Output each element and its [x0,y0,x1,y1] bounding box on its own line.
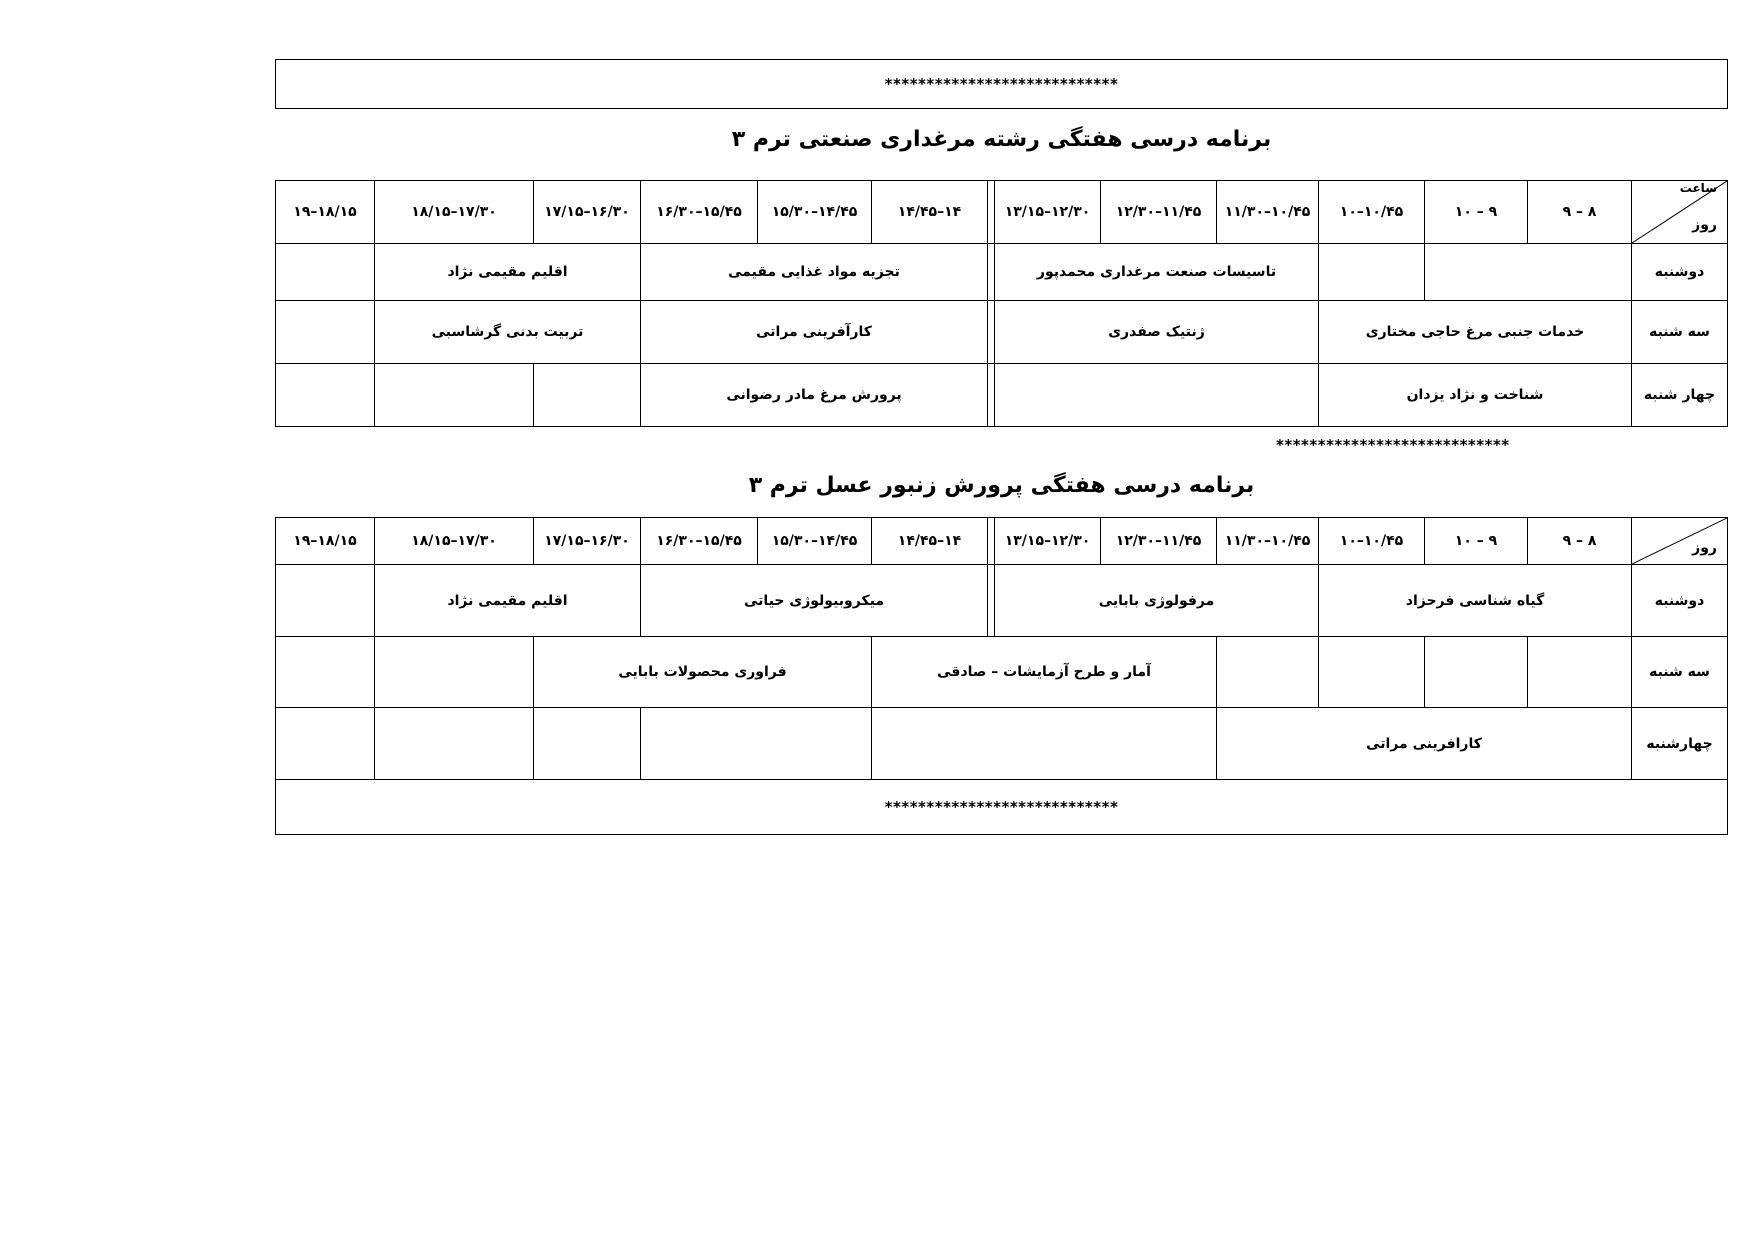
schedule-cell: اقلیم مقیمی نژاد [375,565,641,637]
table1-schedule [275,180,1728,427]
day-label: چهار شنبه [1632,364,1728,427]
bottom-stars: **************************** [884,798,1119,816]
table1-corner-cell [1632,181,1728,244]
schedule-cell [534,364,641,427]
schedule-cell [276,364,375,427]
middle-stars: **************************** [1276,436,1510,454]
schedule-cell [872,708,1217,780]
schedule-cell: تاسیسات صنعت مرغداری محمدپور [995,244,1319,301]
table2-time-header: ۱۵/۴۵–۱۶/۳۰ [641,518,758,565]
table1-time-header: ۱۴–۱۴/۴۵ [872,181,988,244]
schedule-cell: شناخت و نژاد یزدان [1319,364,1632,427]
table-row [276,301,1728,364]
schedule-cell: پرورش مرغ مادر رضوانی [641,364,988,427]
schedule-cell: تربیت بدنی گرشاسبی [375,301,641,364]
bottom-star-box [275,779,1728,835]
table2-time-header: ۱۴–۱۴/۴۵ [872,518,988,565]
schedule-cell [375,708,534,780]
schedule-cell [995,364,1319,427]
schedule-cell: میکروبیولوژی حیاتی [641,565,988,637]
table1-time-header: ۱۱/۴۵–۱۲/۳۰ [1101,181,1217,244]
table-row [276,565,1728,637]
table1-time-header: ۱۰/۴۵–۱۰ [1319,181,1425,244]
table1-title: برنامه درسی هفتگی رشته مرغداری صنعتی ترم ۳ [731,127,1272,152]
day-label: سه شنبه [1632,301,1728,364]
table2-corner-cell [1632,518,1728,565]
schedule-cell [1319,637,1425,708]
schedule-cell [375,637,534,708]
table1-time-header: ۱۵/۴۵–۱۶/۳۰ [641,181,758,244]
table1-time-header: ۱۷/۳۰–۱۸/۱۵ [375,181,534,244]
day-label: دوشنبه [1632,565,1728,637]
table2-time-header: ۱۰/۴۵–۱۰ [1319,518,1425,565]
gap-cell [988,244,995,301]
table1-time-header: ۱۰/۴۵–۱۱/۳۰ [1217,181,1319,244]
schedule-cell: خدمات جنبی مرغ حاجی مختاری [1319,301,1632,364]
schedule-cell [276,565,375,637]
schedule-cell: آمار و طرح آزمایشات – صادقی [872,637,1217,708]
table1-time-header: ۱۴/۴۵–۱۵/۳۰ [758,181,872,244]
table2-gap-column [988,518,995,565]
table2-time-header: ۱۴/۴۵–۱۵/۳۰ [758,518,872,565]
table1-gap-column [988,181,995,244]
schedule-cell [1425,637,1528,708]
schedule-cell [1217,637,1319,708]
schedule-cell [534,708,641,780]
schedule-cell [641,708,872,780]
schedule-cell: ژنتیک صفدری [995,301,1319,364]
gap-cell [988,565,995,637]
schedule-cell: مرفولوژی بابایی [995,565,1319,637]
table1-time-header: ۸ – ۹ [1528,181,1632,244]
schedule-cell [375,364,534,427]
table2-time-header: ۱۷/۳۰–۱۸/۱۵ [375,518,534,565]
schedule-cell [1528,637,1632,708]
table2-schedule [275,517,1728,780]
schedule-cell [1319,244,1425,301]
schedule-cell: کارافرینی مراتی [1217,708,1632,780]
schedule-cell: کارآفرینی مراتی [641,301,988,364]
table2-time-header: ۱۶/۳۰–۱۷/۱۵ [534,518,641,565]
table-row [276,364,1728,427]
table2-title: برنامه درسی هفتگی پرورش زنبور عسل ترم ۳ [748,473,1255,498]
schedule-cell [276,637,375,708]
schedule-cell: گیاه شناسی فرحزاد [1319,565,1632,637]
schedule-cell: تجزیه مواد غذایی مقیمی [641,244,988,301]
schedule-cell: اقلیم مقیمی نژاد [375,244,641,301]
top-star-box [275,59,1728,109]
schedule-cell [1425,244,1632,301]
gap-cell [988,301,995,364]
table2-time-header: ۸ – ۹ [1528,518,1632,565]
schedule-cell [276,301,375,364]
table1-time-header: ۹ – ۱۰ [1425,181,1528,244]
table1-time-header: ۱۲/۳۰–۱۳/۱۵ [995,181,1101,244]
schedule-cell [276,708,375,780]
schedule-cell [276,244,375,301]
table1-time-header: ۱۶/۳۰–۱۷/۱۵ [534,181,641,244]
table2-corner-bottom: روز [1692,540,1717,556]
table-row [276,637,1728,708]
table1-corner-bottom: روز [1692,217,1717,233]
table-row [276,708,1728,780]
top-stars: **************************** [884,75,1119,93]
table1-header-row [276,181,1728,244]
table2-header-row [276,518,1728,565]
table2-time-header: ۱۱/۴۵–۱۲/۳۰ [1101,518,1217,565]
table2-time-header: ۱۲/۳۰–۱۳/۱۵ [995,518,1101,565]
table1-time-header: ۱۸/۱۵–۱۹ [276,181,375,244]
day-label: سه شنبه [1632,637,1728,708]
day-label: دوشنبه [1632,244,1728,301]
day-label: چهارشنبه [1632,708,1728,780]
schedule-cell: فراوری محصولات بابایی [534,637,872,708]
table1-corner-top: ساعت [1679,181,1717,195]
table-row [276,244,1728,301]
table2-time-header: ۱۰/۴۵–۱۱/۳۰ [1217,518,1319,565]
table2-time-header: ۱۸/۱۵–۱۹ [276,518,375,565]
gap-cell [988,364,995,427]
table2-time-header: ۹ – ۱۰ [1425,518,1528,565]
